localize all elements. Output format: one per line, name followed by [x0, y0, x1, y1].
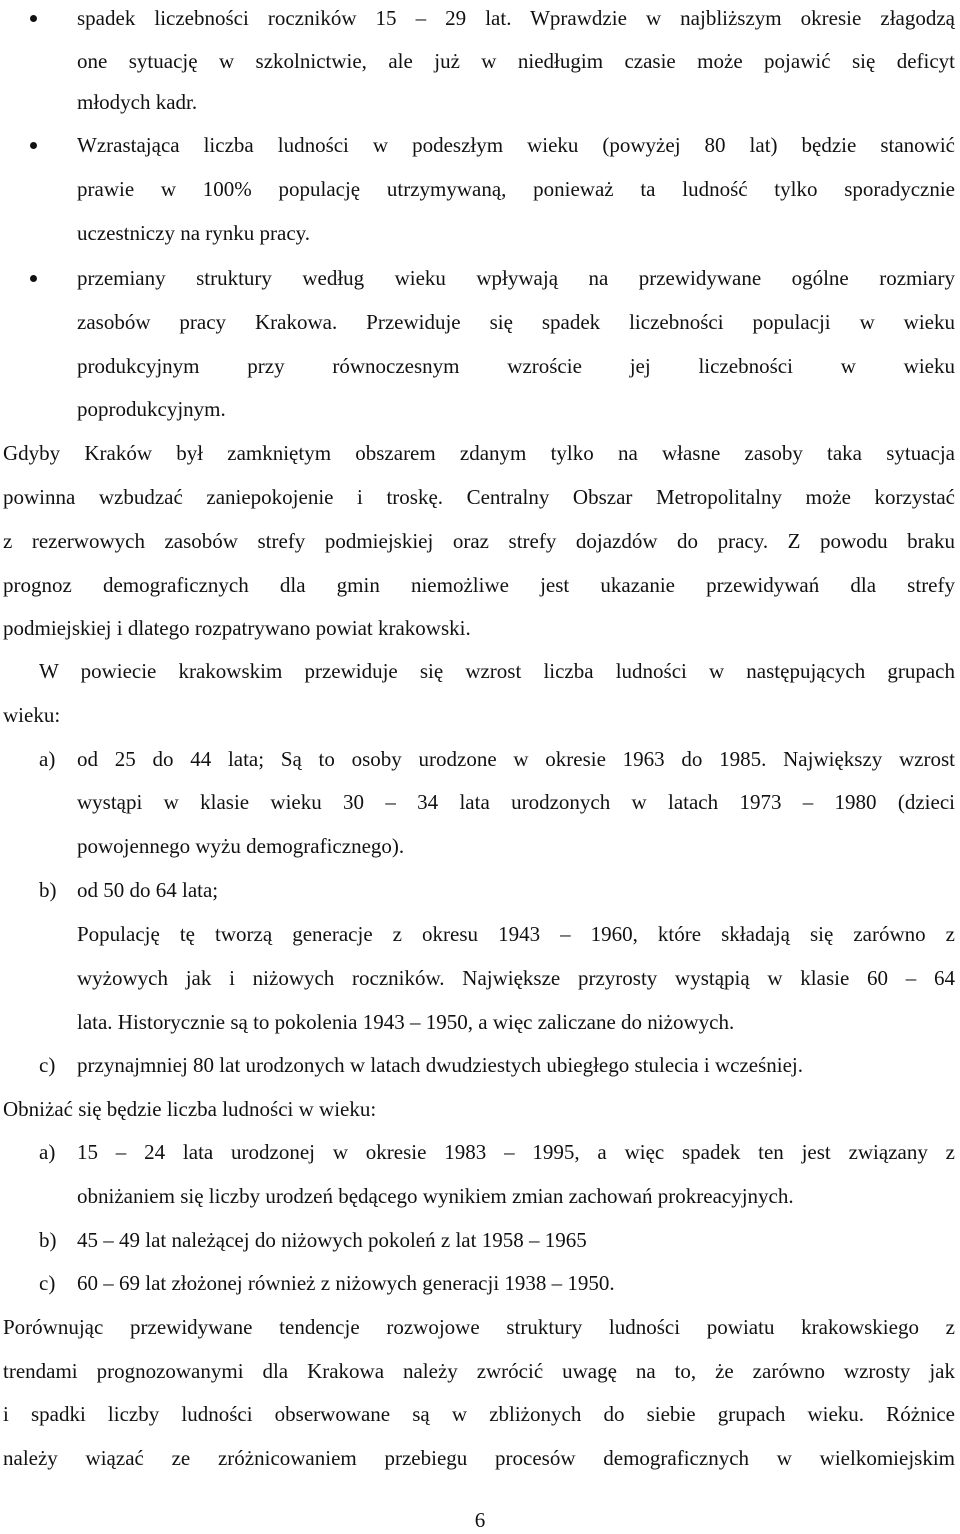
growth-item-b-line-2 [0, 920, 960, 948]
text-line: obniżaniem się liczby urodzeń będącego wynikiem zmian zachowań prokreacyjnych. [77, 1184, 794, 1208]
paragraph-2-line-2 [0, 701, 960, 729]
paragraph-2-line-1 [0, 657, 960, 685]
growth-item-a-line-1 [0, 745, 960, 773]
text-line: od 50 do 64 lata; [77, 878, 219, 902]
list-marker: b) [39, 1228, 57, 1252]
paragraph-1-line-4 [0, 571, 960, 599]
growth-item-b-line-3 [0, 964, 960, 992]
bullet-item-3-line-4 [0, 395, 960, 423]
bullet-item-3-line-2 [0, 308, 960, 336]
text-line: 45 – 49 lat należącej do niżowych pokoleń z lat 1958 – 1965 [77, 1228, 587, 1252]
growth-item-a-line-2 [0, 788, 960, 816]
text-line: 15 – 24 lata urodzonej w okresie 1983 – 1995, a więc spadek ten jest związany z [77, 1140, 955, 1164]
text-line: powinna wzbudzać zaniepokojenie i troskę. Centralny Obszar Metropolitalny może korzystać [3, 485, 955, 509]
text-line: Porównując przewidywane tendencje rozwojowe struktury ludności powiatu krakowskiego z [3, 1315, 955, 1339]
text-line: z rezerwowych zasobów strefy podmiejskiej oraz strefy dojazdów do pracy. Z powodu braku [3, 529, 955, 553]
text-line: spadek liczebności roczników 15 – 29 lat. Wprawdzie w najbliższym okresie złagodzą [77, 6, 955, 30]
text-line: prognoz demograficznych dla gmin niemożliwe jest ukazanie przewidywań dla strefy [3, 573, 955, 597]
paragraph-3-line-4 [0, 1444, 960, 1472]
decrease-item-a-line-1 [0, 1138, 960, 1166]
paragraph-3-line-3 [0, 1400, 960, 1428]
growth-item-a-line-3 [0, 832, 960, 860]
text-line: należy wiązać ze zróżnicowaniem przebiegu procesów demograficznych w wielkomiejskim [3, 1446, 955, 1470]
list-marker: b) [39, 878, 57, 902]
bullet-icon [30, 275, 37, 282]
text-line: Populację tę tworzą generacje z okresu 1943 – 1960, które składają się zarówno z [77, 922, 955, 946]
list-marker: c) [39, 1053, 56, 1077]
paragraph-1-line-5 [0, 614, 960, 642]
decrease-item-c-line-1 [0, 1269, 960, 1297]
text-line: zasobów pracy Krakowa. Przewiduje się spadek liczebności populacji w wieku [77, 310, 955, 334]
bullet-icon [30, 15, 37, 22]
text-line: trendami prognozowanymi dla Krakowa należy zwrócić uwagę na to, że zarówno wzrosty jak [3, 1359, 955, 1383]
list-marker: a) [39, 747, 56, 771]
growth-item-c-line-1 [0, 1051, 960, 1079]
decrease-heading [0, 1095, 960, 1123]
text-line: prawie w 100% populację utrzymywaną, ponieważ ta ludność tylko sporadycznie [77, 177, 955, 201]
text-line: Wzrastająca liczba ludności w podeszłym wieku (powyżej 80 lat) będzie stanowić [77, 133, 955, 157]
page-number: 6 [474, 1508, 486, 1532]
list-marker: a) [39, 1140, 56, 1164]
decrease-item-b-line-1 [0, 1226, 960, 1254]
text-line: młodych kadr. [77, 90, 198, 114]
paragraph-1-line-2 [0, 483, 960, 511]
text-line: przynajmniej 80 lat urodzonych w latach dwudziestych ubiegłego stulecia i wcześniej. [77, 1053, 804, 1077]
text-line: od 25 do 44 lata; Są to osoby urodzone w okresie 1963 do 1985. Największy wzrost [77, 747, 955, 771]
bullet-item-2-line-2 [0, 175, 960, 203]
text-line: uczestniczy na rynku pracy. [77, 221, 311, 245]
text-line: wyżowych jak i niżowych roczników. Największe przyrosty wystąpią w klasie 60 – 64 [77, 966, 955, 990]
text-line: przemiany struktury według wieku wpływają na przewidywane ogólne rozmiary [77, 266, 955, 290]
text-line: produkcyjnym przy równoczesnym wzroście jej liczebności w wieku [77, 354, 955, 378]
text-line: Gdyby Kraków był zamkniętym obszarem zdanym tylko na własne zasoby taka sytuacja [3, 441, 955, 465]
text-line: poprodukcyjnym. [77, 397, 226, 421]
text-line: wieku: [3, 703, 61, 727]
text-line: Obniżać się będzie liczba ludności w wieku: [3, 1097, 377, 1121]
text-line: i spadki liczby ludności obserwowane są w zbliżonych do siebie grupach wieku. Różnice [3, 1402, 955, 1426]
paragraph-3-line-2 [0, 1357, 960, 1385]
paragraph-1-line-3 [0, 527, 960, 555]
bullet-item-1-line-2 [0, 47, 960, 75]
text-line: W powiecie krakowskim przewiduje się wzrost liczba ludności w następujących grupach [39, 659, 955, 683]
bullet-item-3-line-3 [0, 352, 960, 380]
bullet-item-1-line-3 [0, 88, 960, 116]
bullet-item-2-line-3 [0, 219, 960, 247]
list-marker: c) [39, 1271, 56, 1295]
bullet-icon [30, 142, 37, 149]
decrease-item-a-line-2 [0, 1182, 960, 1210]
text-line: one sytuację w szkolnictwie, ale już w niedługim czasie może pojawić się deficyt [77, 49, 955, 73]
text-line: wystąpi w klasie wieku 30 – 34 lata urodzonych w latach 1973 – 1980 (dzieci [77, 790, 955, 814]
text-line: powojennego wyżu demograficznego). [77, 834, 405, 858]
bullet-item-1-line-1 [0, 4, 960, 32]
growth-item-b-line-1 [0, 876, 960, 904]
text-line: 60 – 69 lat złożonej również z niżowych generacji 1938 – 1950. [77, 1271, 615, 1295]
bullet-item-3-line-1 [0, 264, 960, 292]
growth-item-b-line-4 [0, 1008, 960, 1036]
bullet-item-2-line-1 [0, 131, 960, 159]
paragraph-1-line-1 [0, 439, 960, 467]
text-line: podmiejskiej i dlatego rozpatrywano powiat krakowski. [3, 616, 471, 640]
text-line: lata. Historycznie są to pokolenia 1943 – 1950, a więc zaliczane do niżowych. [77, 1010, 735, 1034]
paragraph-3-line-1 [0, 1313, 960, 1341]
